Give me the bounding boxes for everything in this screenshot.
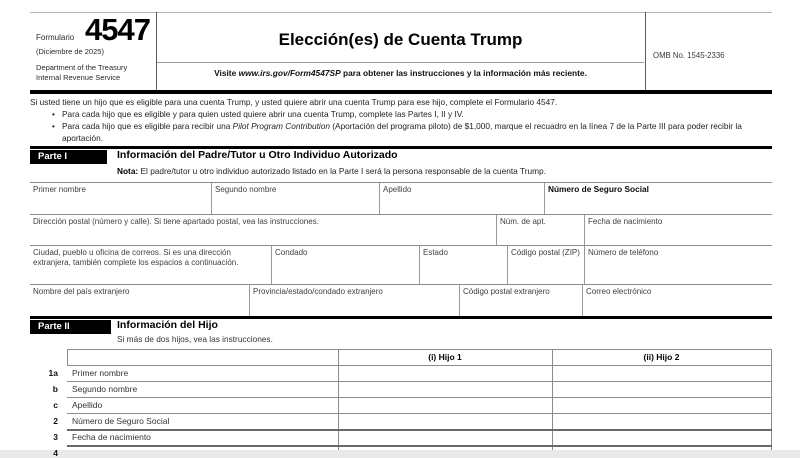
- line-number-1a: 1a: [48, 368, 58, 378]
- irs-url: www.irs.gov/Form4547SP: [238, 68, 341, 78]
- bullet-1-text: Para cada hijo que es eligible y para quien usted quiere abrir una cuenta Trump, complete las Partes I, II y IV.: [62, 109, 464, 119]
- line-number-3: 3: [53, 432, 58, 442]
- bullet-2-text: [62, 121, 768, 144]
- table-top-rule: [67, 349, 772, 350]
- column-header-hijo-2: (ii) Hijo 2: [643, 352, 680, 362]
- row-label-fecha-nacimiento: Fecha de nacimiento: [72, 432, 151, 442]
- form-label: Formulario: [36, 33, 75, 42]
- field-provincia-extranjera[interactable]: Provincia/estado/condado extranjero: [250, 285, 460, 317]
- bullet-item-2: [52, 121, 768, 144]
- field-codigo-postal-extranjero[interactable]: Código postal extranjero: [460, 285, 583, 317]
- header-divider-right: [645, 12, 646, 90]
- bullet-2-pre: Para cada hijo que es eligible para recibir una: [62, 121, 233, 131]
- grid-row-4: [30, 285, 772, 317]
- field-direccion-postal[interactable]: Dirección postal (número y calle). Si tiene apartado postal, vea las instrucciones.: [30, 215, 497, 245]
- table-header-left-rule: [67, 349, 68, 365]
- bullet-item-1: [52, 109, 464, 121]
- grid-row-1: [30, 183, 772, 215]
- hijo1-entry-area[interactable]: [339, 366, 551, 450]
- part1-note: [117, 166, 546, 176]
- field-pais-extranjero[interactable]: Nombre del país extranjero: [30, 285, 250, 317]
- grid-row-2: [30, 215, 772, 246]
- agency-line-2: Internal Revenue Service: [36, 73, 121, 82]
- row-label-seguro-social: Número de Seguro Social: [72, 416, 170, 426]
- title-rule: [157, 62, 644, 63]
- field-condado[interactable]: Condado: [272, 246, 420, 284]
- line-number-1c: c: [53, 400, 58, 410]
- field-ciudad[interactable]: Ciudad, pueblo u oficina de correos. Si es una dirección extranjera, también complete los espacios a continuación.: [30, 246, 272, 284]
- hijo2-entry-area[interactable]: [553, 366, 770, 450]
- grid-row-3: [30, 246, 772, 285]
- line-number-4: 4: [53, 448, 58, 458]
- row-label-apellido: Apellido: [72, 400, 103, 410]
- field-num-apt[interactable]: Núm. de apt.: [497, 215, 585, 245]
- part1-badge: Parte I: [30, 150, 107, 164]
- header-bottom-rule: [30, 90, 772, 94]
- bullet-2-italic: Pilot Program Contribution: [232, 121, 330, 131]
- table-right-rule: [771, 349, 772, 450]
- bullet-icon: •: [52, 109, 55, 119]
- line-number-2: 2: [53, 416, 58, 426]
- visit-suffix: para obtener las instrucciones y la información más reciente.: [340, 68, 587, 78]
- part2-subtitle: Si más de dos hijos, vea las instrucciones.: [117, 334, 273, 344]
- form-number: 4547: [85, 12, 150, 47]
- omb-number: OMB No. 1545-2336: [653, 51, 725, 60]
- field-fecha-nacimiento[interactable]: Fecha de nacimiento: [588, 217, 663, 226]
- part2-badge: Parte II: [30, 320, 111, 334]
- visit-prefix: Visite: [214, 68, 239, 78]
- visit-instruction: [157, 68, 644, 78]
- field-primer-nombre[interactable]: Primer nombre: [30, 183, 212, 214]
- line-number-1b: b: [52, 384, 58, 394]
- field-estado[interactable]: Estado: [420, 246, 508, 284]
- field-telefono[interactable]: Número de teléfono: [588, 248, 659, 257]
- agency-line-1: Department of the Treasury: [36, 63, 128, 72]
- bullet-2-post: (Aportación del programa piloto) de $1,000, marque el recuadro en la línea 7 de la Parte III para poder recibir la aportación.: [62, 121, 742, 143]
- field-segundo-nombre[interactable]: Segundo nombre: [212, 183, 380, 214]
- note-label: Nota:: [117, 166, 139, 176]
- form-revision: (Diciembre de 2025): [36, 47, 104, 56]
- intro-text: Si usted tiene un hijo que es eligible para una cuenta Trump, y usted quiere abrir una cuenta Trump para ese hijo, complete el Formulario 4547.: [30, 97, 558, 107]
- part1-field-grid: [30, 182, 772, 317]
- field-numero-seguro-social[interactable]: Número de Seguro Social: [548, 184, 649, 194]
- field-codigo-postal[interactable]: Código postal (ZIP): [508, 246, 585, 284]
- header-divider-left: [156, 12, 157, 90]
- note-text: El padre/tutor u otro individuo autorizado listado en la Parte I será la persona responsable de la cuenta Trump.: [138, 166, 546, 176]
- part2-child-table: [30, 349, 772, 458]
- form-title: Elección(es) de Cuenta Trump: [278, 30, 523, 49]
- part1-title: Información del Padre/Tutor u Otro Individuo Autorizado: [117, 149, 398, 161]
- part2-title: Información del Hijo: [117, 319, 218, 331]
- row-label-segundo-nombre: Segundo nombre: [72, 384, 138, 394]
- field-correo-electronico[interactable]: Correo electrónico: [586, 287, 652, 296]
- row-label-primer-nombre: Primer nombre: [72, 368, 129, 378]
- column-header-hijo-1: (i) Hijo 1: [428, 352, 462, 362]
- bullet-icon: •: [52, 121, 55, 131]
- field-apellido[interactable]: Apellido: [380, 183, 545, 214]
